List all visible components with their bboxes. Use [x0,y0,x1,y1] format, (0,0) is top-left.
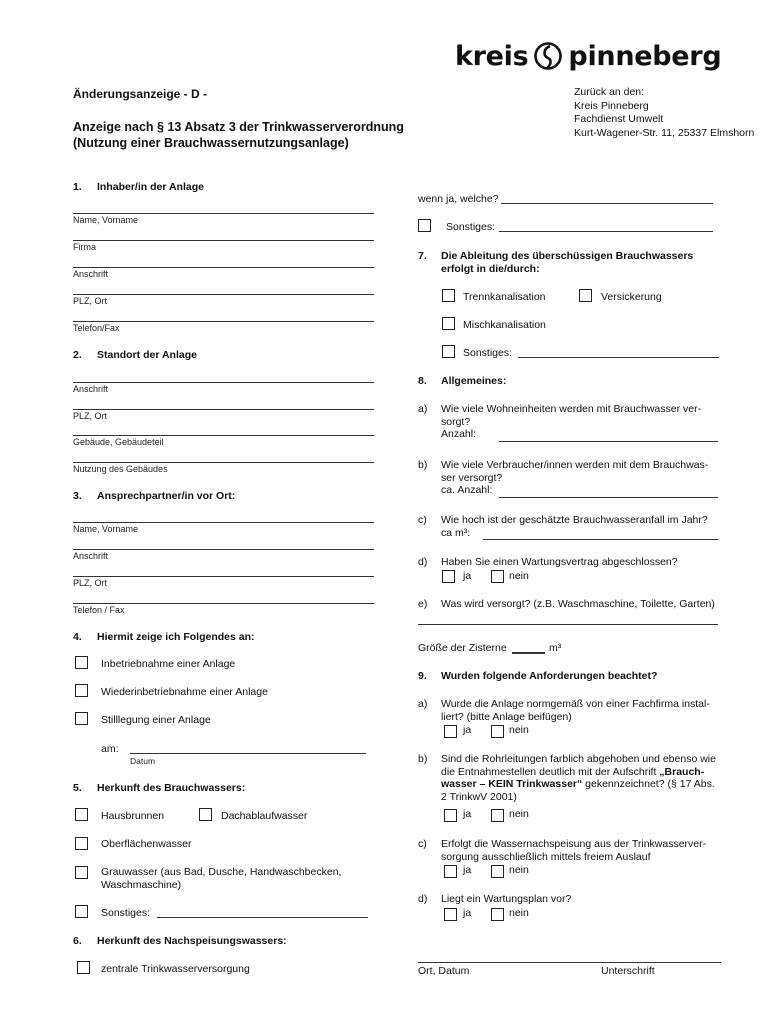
section-5-title: Herkunft des Brauchwassers: [97,782,246,794]
checkbox-label-cont: Waschmaschine) [101,879,182,891]
field-label: Anschrift [73,551,109,561]
field-label: Anschrift [73,384,109,394]
checkbox-9b-ja[interactable] [444,809,457,822]
section-3-title: Ansprechpartner/in vor Ort: [97,490,236,502]
question-9b [441,753,716,803]
checkbox-stilllegung[interactable] [75,712,88,725]
question-9d: Liegt ein Wartungsplan vor? [441,893,572,905]
ja-label: ja [463,864,472,876]
zisterne-label: Größe der Zisterne [418,642,507,654]
return-address [574,86,754,140]
section-7-title: Die Ableitung des überschüssigen Brauchwassers [441,250,694,262]
wenn-ja-label: wenn ja, welche? [418,193,499,205]
question-9a [441,698,710,723]
section-5-number: 5. [73,782,82,794]
question-8e: Was wird versorgt? (z.B. Waschmaschine, Toilette, Garten) [441,598,715,610]
field-line[interactable] [73,576,374,577]
checkbox-wiederinbetriebnahme[interactable] [75,684,88,697]
question-text-bold: „Brauch- [659,765,705,778]
section-8-title: Allgemeines: [441,375,507,387]
question-text: Anzahl: [441,428,477,440]
field-label: Firma [73,242,96,252]
checkbox-9a-ja[interactable] [444,725,457,738]
section-2-number: 2. [73,349,82,361]
document-type: Änderungsanzeige - D - [73,87,208,101]
checkbox-label: Sonstiges: [446,221,496,233]
field-label: Name, Vorname [73,524,139,534]
checkbox-9b-nein[interactable] [491,809,504,822]
checkbox-mischkanalisation[interactable] [442,317,455,330]
ort-datum-label: Ort, Datum [418,965,470,977]
question-text: liert? (bitte Anlage beifügen) [441,710,572,723]
checkbox-9c-nein[interactable] [491,865,504,878]
ja-label: ja [463,907,472,919]
question-text: ser versorgt? [441,471,503,484]
sonstiges-input-line[interactable] [518,357,719,358]
ja-label: ja [463,570,472,582]
section-1-title: Inhaber/in der Anlage [97,181,204,193]
checkbox-label: Grauwasser (aus Bad, Dusche, Handwaschbecken, [101,866,342,878]
question-text-part: gekennzeichnet? (§ 17 Abs. [582,778,715,790]
versorgt-input-line[interactable] [418,624,718,625]
checkbox-label: Dachablaufwasser [221,810,308,822]
field-line[interactable] [73,522,374,523]
m3-input-line[interactable] [483,539,718,540]
checkbox-inbetriebnahme[interactable] [75,656,88,669]
field-line[interactable] [73,549,374,550]
nein-label: nein [509,724,529,736]
checkbox-label: Oberflächenwasser [101,838,192,850]
question-8a [441,403,701,441]
question-letter: a) [418,403,428,415]
section-4-title: Hiermit zeige ich Folgendes an: [97,631,255,643]
wenn-ja-input-line[interactable] [501,203,713,204]
field-line[interactable] [73,240,374,241]
logo-word-pinneberg: pinneberg [568,40,722,72]
field-label: PLZ, Ort [73,296,108,306]
checkbox-label: Inbetriebnahme einer Anlage [101,658,236,670]
date-input-line[interactable] [130,753,366,754]
checkbox-wartungsvertrag-ja[interactable] [442,570,455,583]
field-label: PLZ, Ort [73,411,108,421]
nein-label: nein [509,570,529,582]
checkbox-sonstiges-nachspeisung[interactable] [418,219,431,232]
return-address-line: Fachdienst Umwelt [574,113,664,125]
question-9c [441,838,706,863]
question-text-part: die Entnahmestellen deutlich mit der Aufschrift [441,765,660,778]
nein-label: nein [509,864,529,876]
question-text: 2 TrinkwV 2001) [441,790,517,803]
sonstiges-input-line[interactable] [157,917,368,918]
field-line[interactable] [73,409,374,410]
question-text: ca. Anzahl: [441,484,493,496]
field-line[interactable] [73,267,374,268]
checkbox-label: Stilllegung einer Anlage [101,714,211,726]
section-9-title: Wurden folgende Anforderungen beachtet? [441,670,658,682]
section-1-number: 1. [73,181,82,193]
checkbox-label: Sonstiges: [101,907,151,919]
checkbox-9a-nein[interactable] [491,725,504,738]
form-title: Anzeige nach § 13 Absatz 3 der Trinkwasserverordnung [73,120,404,134]
checkbox-9d-ja[interactable] [444,908,457,921]
nein-label: nein [509,808,529,820]
checkbox-9c-ja[interactable] [444,865,457,878]
checkbox-grauwasser[interactable] [75,866,88,879]
checkbox-label: Hausbrunnen [101,810,165,822]
section-9-number: 9. [418,670,427,682]
unterschrift-label: Unterschrift [601,965,655,977]
checkbox-wartungsvertrag-nein[interactable] [491,570,504,583]
question-text: Wie viele Verbraucher/innen werden mit dem Brauchwas- [441,459,709,471]
checkbox-9d-nein[interactable] [491,908,504,921]
question-text: Wurde die Anlage normgemäß von einer Fachfirma instal- [441,698,710,710]
question-8c [441,514,708,539]
checkbox-hausbrunnen[interactable] [75,808,88,821]
field-line[interactable] [73,462,374,463]
zisterne-input-line[interactable] [512,652,545,654]
field-label: Anschrift [73,269,109,279]
form-subtitle: (Nutzung einer Brauchwassernutzungsanlage) [73,136,349,150]
field-line[interactable] [73,382,374,383]
field-label: Telefon / Fax [73,605,125,615]
question-text: Sind die Rohrleitungen farblich abgehoben und ebenso wie [441,753,716,765]
field-line[interactable] [73,435,374,436]
checkbox-label: Trennkanalisation [463,291,546,303]
nein-label: nein [509,907,529,919]
field-label: Nutzung des Gebäudes [73,464,168,474]
field-line[interactable] [73,213,374,214]
section-8-number: 8. [418,375,427,387]
checkbox-dachablaufwasser[interactable] [199,808,212,821]
section-4-number: 4. [73,631,82,643]
question-8b [441,459,708,497]
field-line[interactable] [73,321,374,322]
question-letter: a) [418,698,428,710]
question-letter: e) [418,598,428,610]
anzahl-input-line[interactable] [499,441,718,442]
question-letter: c) [418,514,427,526]
question-text: sorgung ausschließlich mittels freiem Auslauf [441,850,651,863]
question-letter: c) [418,838,427,850]
question-letter: b) [418,459,428,471]
checkbox-trennkanalisation[interactable] [442,289,455,302]
field-label: PLZ, Ort [73,578,108,588]
question-text: sorgt? [441,415,471,428]
checkbox-oberflaechenwasser[interactable] [75,837,88,850]
field-line[interactable] [73,294,374,295]
datum-label: Datum [130,756,156,766]
field-label: Telefon/Fax [73,323,120,333]
checkbox-label: zentrale Trinkwasserversorgung [101,963,250,975]
section-7-title-cont: erfolgt in die/durch: [441,263,540,275]
question-text [441,778,716,791]
checkbox-sonstiges-herkunft[interactable] [75,905,88,918]
question-letter: d) [418,556,428,568]
section-6-title: Herkunft des Nachspeisungswassers: [97,935,287,947]
kreis-pinneberg-logo [455,38,721,74]
checkbox-sonstiges-ableitung[interactable] [442,345,455,358]
question-text: Wie viele Wohneinheiten werden mit Brauchwasser ver- [441,403,702,415]
ja-label: ja [463,724,472,736]
signature-line[interactable] [418,962,721,963]
checkbox-zentrale-versorgung[interactable] [77,961,90,974]
checkbox-label: Mischkanalisation [463,319,546,331]
section-6-number: 6. [73,935,82,947]
anzahl-input-line[interactable] [499,497,718,498]
return-address-line: Kurt-Wagener-Str. 11, 25337 Elmshorn [574,126,755,139]
logo-emblem-icon [533,41,563,71]
checkbox-versickerung[interactable] [579,289,592,302]
question-text: Erfolgt die Wassernachspeisung aus der Trinkwasserver- [441,838,707,850]
question-text: Wie hoch ist der geschätzte Brauchwasseranfall im Jahr? [441,514,708,526]
m3-unit: m³ [549,642,562,654]
checkbox-label: Sonstiges: [463,347,513,359]
question-text: ca m³: [441,526,471,539]
checkbox-label: Versickerung [601,291,662,303]
ja-label: ja [463,808,472,820]
question-letter: b) [418,753,428,765]
sonstiges-input-line[interactable] [499,231,713,232]
am-label: am: [101,743,119,755]
question-8d: Haben Sie einen Wartungsvertrag abgeschlossen? [441,556,678,568]
question-letter: d) [418,893,428,905]
section-3-number: 3. [73,490,82,502]
section-2-title: Standort der Anlage [97,349,197,361]
question-text [441,766,716,779]
section-7-number: 7. [418,250,427,262]
logo-word-kreis: kreis [455,40,529,72]
field-label: Name, Vorname [73,215,139,225]
field-label: Gebäude, Gebäudeteil [73,437,164,447]
return-address-line: Kreis Pinneberg [574,99,649,112]
field-line[interactable] [73,603,374,604]
checkbox-label: Wiederinbetriebnahme einer Anlage [101,686,268,698]
question-text-bold: wasser – KEIN Trinkwasser“ [441,778,583,790]
return-address-line: Zurück an den: [574,86,645,98]
